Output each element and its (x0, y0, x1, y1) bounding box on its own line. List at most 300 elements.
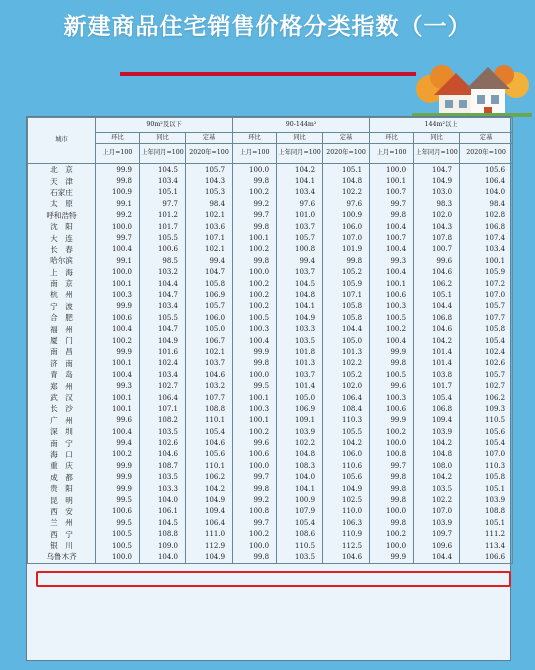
value-cell: 101.8 (277, 346, 323, 357)
value-cell: 105.0 (277, 392, 323, 403)
value-cell: 100.6 (233, 449, 277, 460)
value-cell: 99.8 (233, 175, 277, 186)
table-row (28, 198, 513, 209)
value-cell: 105.6 (460, 426, 513, 437)
table-row (28, 175, 513, 186)
value-cell: 105.3 (186, 187, 233, 198)
value-cell: 104.0 (140, 494, 186, 505)
value-cell: 105.8 (460, 472, 513, 483)
value-cell: 105.6 (460, 164, 513, 176)
value-cell: 102.1 (186, 346, 233, 357)
value-cell: 104.7 (186, 267, 233, 278)
base-header: 上月=100 (233, 144, 277, 164)
value-cell: 99.6 (96, 415, 140, 426)
value-cell: 112.5 (323, 540, 370, 551)
value-cell: 111.2 (460, 529, 513, 540)
value-cell: 110.0 (323, 506, 370, 517)
value-cell: 99.9 (233, 346, 277, 357)
value-cell: 110.5 (460, 415, 513, 426)
value-cell: 109.7 (414, 529, 460, 540)
table-row (28, 267, 513, 278)
value-cell: 102.8 (460, 210, 513, 221)
value-cell: 104.8 (277, 289, 323, 300)
value-cell: 105.6 (186, 449, 233, 460)
value-cell: 100.5 (370, 312, 414, 323)
value-cell: 109.3 (460, 403, 513, 414)
value-cell: 113.4 (460, 540, 513, 551)
value-cell: 99.7 (370, 460, 414, 471)
value-cell: 105.9 (323, 278, 370, 289)
table-row (28, 221, 513, 232)
value-cell: 100.0 (233, 267, 277, 278)
table-row (28, 369, 513, 380)
value-cell: 99.8 (233, 483, 277, 494)
sub-header: 定基 (323, 133, 370, 144)
value-cell: 101.7 (140, 221, 186, 232)
value-cell: 104.1 (277, 175, 323, 186)
value-cell: 100.1 (370, 175, 414, 186)
city-cell: 重 庆 (28, 460, 96, 471)
value-cell: 100.4 (370, 335, 414, 346)
value-cell: 101.4 (414, 358, 460, 369)
value-cell: 104.3 (186, 175, 233, 186)
value-cell: 103.0 (414, 187, 460, 198)
value-cell: 100.3 (233, 323, 277, 334)
value-cell: 107.8 (414, 232, 460, 243)
value-cell: 104.5 (277, 278, 323, 289)
value-cell: 103.9 (460, 494, 513, 505)
value-cell: 102.2 (323, 358, 370, 369)
value-cell: 101.7 (414, 380, 460, 391)
value-cell: 102.4 (140, 358, 186, 369)
value-cell: 99.8 (233, 221, 277, 232)
value-cell: 104.7 (414, 164, 460, 176)
value-cell: 103.4 (140, 369, 186, 380)
value-cell: 100.0 (96, 551, 140, 563)
value-cell: 105.7 (186, 301, 233, 312)
value-cell: 99.9 (370, 346, 414, 357)
value-cell: 99.4 (96, 437, 140, 448)
group-header-small: 90m²及以下 (96, 118, 233, 133)
value-cell: 102.1 (186, 244, 233, 255)
table-row (28, 255, 513, 266)
value-cell: 109.0 (140, 540, 186, 551)
base-header: 上年同月=100 (277, 144, 323, 164)
value-cell: 99.4 (186, 255, 233, 266)
table-row (28, 517, 513, 528)
table-row (28, 415, 513, 426)
value-cell: 105.6 (323, 472, 370, 483)
value-cell: 104.6 (414, 323, 460, 334)
value-cell: 103.7 (277, 267, 323, 278)
city-cell: 天 津 (28, 175, 96, 186)
value-cell: 104.2 (414, 437, 460, 448)
value-cell: 100.5 (233, 312, 277, 323)
value-cell: 107.4 (460, 232, 513, 243)
base-header: 上月=100 (96, 144, 140, 164)
value-cell: 104.8 (323, 175, 370, 186)
value-cell: 99.5 (96, 494, 140, 505)
value-cell: 106.6 (460, 551, 513, 563)
value-cell: 100.8 (370, 449, 414, 460)
value-cell: 102.5 (323, 494, 370, 505)
value-cell: 100.4 (96, 426, 140, 437)
value-cell: 105.4 (460, 437, 513, 448)
value-cell: 100.6 (370, 289, 414, 300)
value-cell: 102.1 (186, 210, 233, 221)
value-cell: 104.4 (323, 323, 370, 334)
value-cell: 103.7 (277, 369, 323, 380)
sub-header: 环比 (370, 133, 414, 144)
value-cell: 99.8 (370, 358, 414, 369)
value-cell: 99.7 (96, 232, 140, 243)
value-cell: 103.4 (140, 175, 186, 186)
value-cell: 99.9 (96, 460, 140, 471)
value-cell: 110.6 (323, 460, 370, 471)
value-cell: 106.0 (186, 312, 233, 323)
value-cell: 99.9 (96, 301, 140, 312)
value-cell: 104.9 (277, 312, 323, 323)
value-cell: 104.9 (140, 335, 186, 346)
value-cell: 103.5 (140, 472, 186, 483)
value-cell: 100.5 (370, 369, 414, 380)
value-cell: 98.4 (460, 198, 513, 209)
value-cell: 105.1 (460, 517, 513, 528)
city-cell: 长 沙 (28, 403, 96, 414)
value-cell: 98.4 (186, 198, 233, 209)
value-cell: 100.0 (370, 164, 414, 176)
value-cell: 100.3 (370, 301, 414, 312)
value-cell: 103.3 (277, 323, 323, 334)
table-row (28, 551, 513, 563)
value-cell: 103.5 (277, 551, 323, 563)
sub-header: 同比 (277, 133, 323, 144)
value-cell: 99.6 (233, 437, 277, 448)
value-cell: 99.5 (233, 380, 277, 391)
value-cell: 104.6 (186, 369, 233, 380)
value-cell: 99.8 (233, 551, 277, 563)
base-header: 2020年=100 (323, 144, 370, 164)
value-cell: 99.8 (233, 358, 277, 369)
value-cell: 100.1 (96, 278, 140, 289)
value-cell: 105.9 (460, 267, 513, 278)
city-cell: 厦 门 (28, 335, 96, 346)
table-row (28, 380, 513, 391)
value-cell: 105.7 (186, 164, 233, 176)
table-row (28, 346, 513, 357)
table-row (28, 426, 513, 437)
sub-header: 同比 (140, 133, 186, 144)
value-cell: 105.8 (460, 323, 513, 334)
value-cell: 106.4 (140, 392, 186, 403)
value-cell: 107.0 (460, 449, 513, 460)
value-cell: 100.2 (233, 289, 277, 300)
value-cell: 105.1 (460, 483, 513, 494)
value-cell: 97.6 (323, 198, 370, 209)
value-cell: 99.2 (233, 198, 277, 209)
value-cell: 104.2 (323, 437, 370, 448)
city-cell: 海 口 (28, 449, 96, 460)
value-cell: 107.9 (277, 506, 323, 517)
value-cell: 100.4 (370, 267, 414, 278)
value-cell: 104.8 (414, 449, 460, 460)
value-cell: 101.0 (277, 210, 323, 221)
group-header-large: 144m²以上 (370, 118, 513, 133)
value-cell: 104.9 (186, 551, 233, 563)
value-cell: 103.4 (277, 187, 323, 198)
value-cell: 105.4 (414, 392, 460, 403)
value-cell: 107.7 (186, 392, 233, 403)
value-cell: 100.1 (96, 358, 140, 369)
value-cell: 106.8 (460, 221, 513, 232)
value-cell: 100.4 (96, 369, 140, 380)
value-cell: 97.7 (140, 198, 186, 209)
value-cell: 99.5 (96, 517, 140, 528)
value-cell: 99.3 (370, 255, 414, 266)
value-cell: 105.5 (140, 232, 186, 243)
table-row (28, 210, 513, 221)
value-cell: 100.2 (233, 529, 277, 540)
value-cell: 108.4 (323, 403, 370, 414)
value-cell: 100.2 (96, 449, 140, 460)
value-cell: 106.1 (140, 506, 186, 517)
table-row (28, 244, 513, 255)
value-cell: 103.5 (140, 426, 186, 437)
value-cell: 100.3 (96, 289, 140, 300)
table-row (28, 472, 513, 483)
value-cell: 100.4 (370, 221, 414, 232)
value-cell: 99.8 (96, 175, 140, 186)
value-cell: 110.3 (460, 460, 513, 471)
value-cell: 100.0 (233, 369, 277, 380)
value-cell: 101.4 (414, 346, 460, 357)
value-cell: 102.2 (414, 494, 460, 505)
value-cell: 105.7 (460, 301, 513, 312)
city-cell: 长 春 (28, 244, 96, 255)
value-cell: 104.5 (140, 517, 186, 528)
value-cell: 104.1 (277, 301, 323, 312)
value-cell: 100.8 (277, 244, 323, 255)
value-cell: 99.9 (96, 346, 140, 357)
value-cell: 99.8 (323, 255, 370, 266)
value-cell: 108.8 (460, 506, 513, 517)
value-cell: 101.2 (140, 210, 186, 221)
value-cell: 105.4 (277, 517, 323, 528)
city-cell: 沈 阳 (28, 221, 96, 232)
value-cell: 100.1 (370, 278, 414, 289)
value-cell: 100.4 (370, 244, 414, 255)
value-cell: 107.2 (460, 278, 513, 289)
table-row (28, 358, 513, 369)
value-cell: 100.2 (96, 335, 140, 346)
value-cell: 99.8 (370, 483, 414, 494)
value-cell: 97.6 (277, 198, 323, 209)
value-cell: 100.2 (370, 426, 414, 437)
value-cell: 99.7 (370, 198, 414, 209)
sub-header: 定基 (460, 133, 513, 144)
value-cell: 105.2 (323, 267, 370, 278)
value-cell: 99.7 (233, 210, 277, 221)
sub-header: 同比 (414, 133, 460, 144)
value-cell: 102.6 (140, 437, 186, 448)
city-cell: 福 州 (28, 323, 96, 334)
city-cell: 昆 明 (28, 494, 96, 505)
city-cell: 乌鲁木齐 (28, 551, 96, 563)
value-cell: 103.7 (277, 221, 323, 232)
city-cell: 上 海 (28, 267, 96, 278)
value-cell: 100.9 (96, 187, 140, 198)
page-title: 新建商品住宅销售价格分类指数（一） (63, 14, 472, 40)
city-cell: 呼和浩特 (28, 210, 96, 221)
city-cell: 宁 波 (28, 301, 96, 312)
value-cell: 100.0 (370, 540, 414, 551)
value-cell: 104.3 (414, 221, 460, 232)
value-cell: 102.2 (323, 187, 370, 198)
price-index-table (27, 117, 513, 564)
table-row (28, 278, 513, 289)
table-row (28, 335, 513, 346)
value-cell: 103.9 (414, 517, 460, 528)
city-cell: 贵 阳 (28, 483, 96, 494)
value-cell: 105.2 (323, 369, 370, 380)
value-cell: 100.3 (233, 403, 277, 414)
value-cell: 103.4 (460, 244, 513, 255)
value-cell: 104.2 (414, 335, 460, 346)
group-header-medium: 90-144m² (233, 118, 370, 133)
value-cell: 108.3 (277, 460, 323, 471)
value-cell: 103.5 (277, 335, 323, 346)
city-cell: 南 宁 (28, 437, 96, 448)
city-cell: 石家庄 (28, 187, 96, 198)
value-cell: 100.9 (323, 210, 370, 221)
value-cell: 104.6 (323, 551, 370, 563)
value-cell: 104.2 (186, 483, 233, 494)
city-cell: 大 连 (28, 232, 96, 243)
value-cell: 102.4 (460, 346, 513, 357)
value-cell: 106.8 (414, 403, 460, 414)
table-row (28, 506, 513, 517)
value-cell: 107.1 (323, 289, 370, 300)
value-cell: 104.4 (414, 301, 460, 312)
value-cell: 104.4 (414, 551, 460, 563)
table-row (28, 312, 513, 323)
value-cell: 105.8 (186, 278, 233, 289)
value-cell: 100.2 (233, 187, 277, 198)
highlight-box-kunming (36, 571, 511, 587)
value-cell: 104.2 (277, 164, 323, 176)
city-cell: 济 南 (28, 358, 96, 369)
value-cell: 106.9 (186, 289, 233, 300)
value-cell: 105.7 (277, 232, 323, 243)
value-cell: 105.5 (140, 312, 186, 323)
table-row (28, 529, 513, 540)
value-cell: 100.0 (233, 460, 277, 471)
value-cell: 102.0 (323, 380, 370, 391)
value-cell: 107.0 (323, 232, 370, 243)
value-cell: 105.4 (460, 335, 513, 346)
value-cell: 106.0 (323, 449, 370, 460)
value-cell: 108.6 (277, 529, 323, 540)
value-cell: 104.0 (140, 551, 186, 563)
value-cell: 99.8 (370, 210, 414, 221)
value-cell: 99.9 (370, 551, 414, 563)
value-cell: 100.2 (370, 529, 414, 540)
sub-header: 定基 (186, 133, 233, 144)
value-cell: 110.3 (323, 415, 370, 426)
value-cell: 106.9 (277, 403, 323, 414)
value-cell: 104.5 (140, 164, 186, 176)
value-cell: 107.0 (414, 506, 460, 517)
value-cell: 110.1 (186, 460, 233, 471)
value-cell: 103.8 (414, 369, 460, 380)
value-cell: 101.9 (323, 244, 370, 255)
value-cell: 109.6 (414, 540, 460, 551)
value-cell: 100.0 (233, 540, 277, 551)
value-cell: 102.7 (460, 380, 513, 391)
value-cell: 108.0 (414, 460, 460, 471)
city-cell: 郑 州 (28, 380, 96, 391)
sub-header: 环比 (96, 133, 140, 144)
value-cell: 103.9 (414, 426, 460, 437)
value-cell: 100.6 (96, 312, 140, 323)
value-cell: 107.1 (140, 403, 186, 414)
table-row (28, 289, 513, 300)
city-cell: 南 京 (28, 278, 96, 289)
value-cell: 101.3 (277, 358, 323, 369)
table-row (28, 403, 513, 414)
value-cell: 99.9 (96, 483, 140, 494)
value-cell: 105.4 (186, 426, 233, 437)
value-cell: 105.0 (323, 335, 370, 346)
value-cell: 107.7 (460, 312, 513, 323)
value-cell: 100.5 (96, 529, 140, 540)
value-cell: 100.0 (370, 437, 414, 448)
city-cell: 银 川 (28, 540, 96, 551)
city-cell: 武 汉 (28, 392, 96, 403)
value-cell: 100.7 (414, 244, 460, 255)
value-cell: 100.4 (96, 244, 140, 255)
value-cell: 100.1 (233, 232, 277, 243)
value-cell: 102.2 (277, 437, 323, 448)
value-cell: 100.1 (96, 403, 140, 414)
value-cell: 106.2 (460, 392, 513, 403)
value-cell: 104.6 (186, 437, 233, 448)
value-cell: 108.8 (186, 403, 233, 414)
value-cell: 98.5 (140, 255, 186, 266)
value-cell: 104.0 (460, 187, 513, 198)
value-cell: 104.6 (414, 267, 460, 278)
value-cell: 105.5 (323, 426, 370, 437)
table-row (28, 494, 513, 505)
value-cell: 103.2 (140, 267, 186, 278)
value-cell: 99.1 (96, 198, 140, 209)
value-cell: 110.5 (277, 540, 323, 551)
value-cell: 104.4 (140, 278, 186, 289)
sub-header: 环比 (233, 133, 277, 144)
value-cell: 102.7 (140, 380, 186, 391)
value-cell: 99.8 (370, 494, 414, 505)
value-cell: 104.9 (186, 494, 233, 505)
value-cell: 100.6 (140, 244, 186, 255)
value-cell: 100.8 (233, 506, 277, 517)
value-cell: 100.7 (370, 232, 414, 243)
value-cell: 100.3 (370, 392, 414, 403)
city-cell: 广 州 (28, 415, 96, 426)
value-cell: 98.3 (414, 198, 460, 209)
value-cell: 99.8 (233, 255, 277, 266)
city-cell: 北 京 (28, 164, 96, 176)
value-cell: 112.9 (186, 540, 233, 551)
